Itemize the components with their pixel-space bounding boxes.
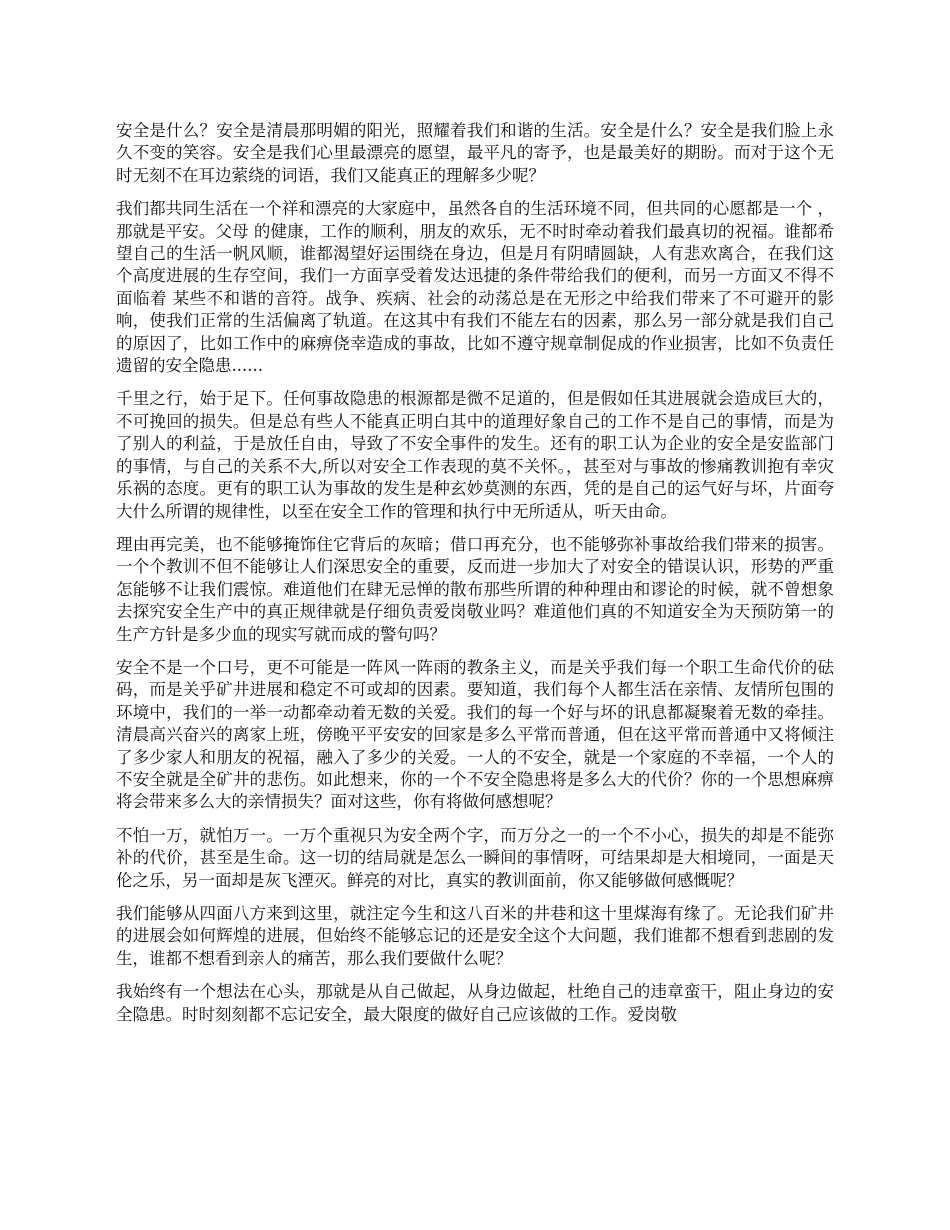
paragraph-7: 我们能够从四面八方来到这里，就注定今生和这八百米的井巷和这十里煤海有缘了。无论我们矿井的进展会如何辉煌的进展，但始终不能够忘记的还是安全这个大问题，我们谁都不想看到悲剧的发生，谁都不想看到亲人的痛苦，那么我们要做什么呢？ bbox=[116, 904, 834, 968]
paragraph-1: 安全是什么？安全是清晨那明媚的阳光，照耀着我们和谐的生活。安全是什么？安全是我们脸上永久不变的笑容。安全是我们心里最漂亮的愿望，最平凡的寄予，也是最美好的期盼。而对于这个无时无刻不在耳边萦绕的词语，我们又能真正的理解多少呢？ bbox=[116, 121, 834, 185]
document-body bbox=[116, 120, 834, 1037]
paragraph-5: 安全不是一个口号，更不可能是一阵风一阵雨的教条主义，而是关乎我们每一个职工生命代价的砝码，而是关乎矿井进展和稳定不可或却的因素。要知道，我们每个人都生活在亲情、友情所包围的环境中，我们的一举一动都牵动着无数的关爱。我们的每一个好与坏的讯息都凝聚着无数的牵挂。清晨高兴奋兴的离家上班，傍晚平平安安的回家是多么平常而普通，但在这平常而普通中又将倾注了多少家人和朋友的祝福，融入了多少的关爱。一人的不安全，就是一个家庭的不幸福，一个人的不安全就是全矿井的悲伤。如此想来，你的一个不安全隐患将是多么大的代价？你的一个思想麻痹将会带来多么大的亲情损失？面对这些，你有将做何感想呢？ bbox=[116, 657, 834, 812]
paragraph-3: 千里之行，始于足下。任何事故隐患的根源都是微不足道的，但是假如任其进展就会造成巨大的，不可挽回的损失。但是总有些人不能真正明白其中的道理好象自己的工作不是自己的事情，而是为了别人的利益，于是放任自由，导致了不安全事件的发生。还有的职工认为企业的安全是安监部门的事情，与自己的关系不大,所以对安全工作表现的莫不关怀。，甚至对与事故的惨痛教训抱有幸灾乐祸的态度。更有的职工认为事故的发生是种玄妙莫测的东西，凭的是自己的运气好与坏，片面夸大什么所谓的规律性，以至在安全工作的管理和执行中无所适从，听天由命。 bbox=[116, 389, 834, 521]
paragraph-2: 我们都共同生活在一个祥和漂亮的大家庭中，虽然各自的生活环境不同，但共同的心愿都是一个 ，那就是平安。父母 的健康，工作的顺利，朋友的欢乐，无不时时牵动着我们最真切的祝福。谁都希望自己的生活一帆风顺，谁都渴望好运围绕在身边，但是月有阴晴圆缺，人有悲欢离合，在我们这个高度进展的生存空间，我们一方面享受着发达迅捷的条件带给我们的便利，而另一方面又不得不面临着 某些不和谐的音符。战争、疾病、社会的动荡总是在无形之中给我们带来了不可避开的影响，使我们正常的生活偏离了轨道。在这其中有我们不能左右的因素，那么另一部分就是我们自己的原因了，比如工作中的麻痹侥幸造成的事故，比如不遵守规章制促成的作业损害，比如不负责任遗留的安全隐患...... bbox=[116, 199, 834, 376]
paragraph-6: 不怕一万，就怕万一。一万个重视只为安全两个字，而万分之一的一个不小心，损失的却是不能弥补的代价，甚至是生命。这一切的结局就是怎么一瞬间的事情呀，可结果却是大相境同，一面是天伦之乐，另一面却是灰飞湮灭。鲜亮的对比，真实的教训面前，你又能够做何感慨呢？ bbox=[116, 825, 834, 890]
paragraph-4: 理由再完美，也不能够掩饰住它背后的灰暗；借口再充分，也不能够弥补事故给我们带来的损害。一个个教训不但不能够让人们深思安全的重要，反而进一步加大了对安全的错误认识，形势的严重怎能够不让我们震惊。难道他们在肆无忌惮的散布那些所谓的种种理由和谬论的时候，就不曾想象去探究安全生产中的真正规律就是仔细负责爱岗敬业吗？难道他们真的不知道安全为天预防第一的生产方针是多少血的现实写就而成的警句吗？ bbox=[116, 534, 834, 644]
paragraph-8: 我始终有一个想法在心头，那就是从自己做起，从身边做起，杜绝自己的违章蛮干，阻止身边的安全隐患。时时刻刻都不忘记安全，最大限度的做好自己应该做的工作。爱岗敬 bbox=[116, 982, 834, 1024]
